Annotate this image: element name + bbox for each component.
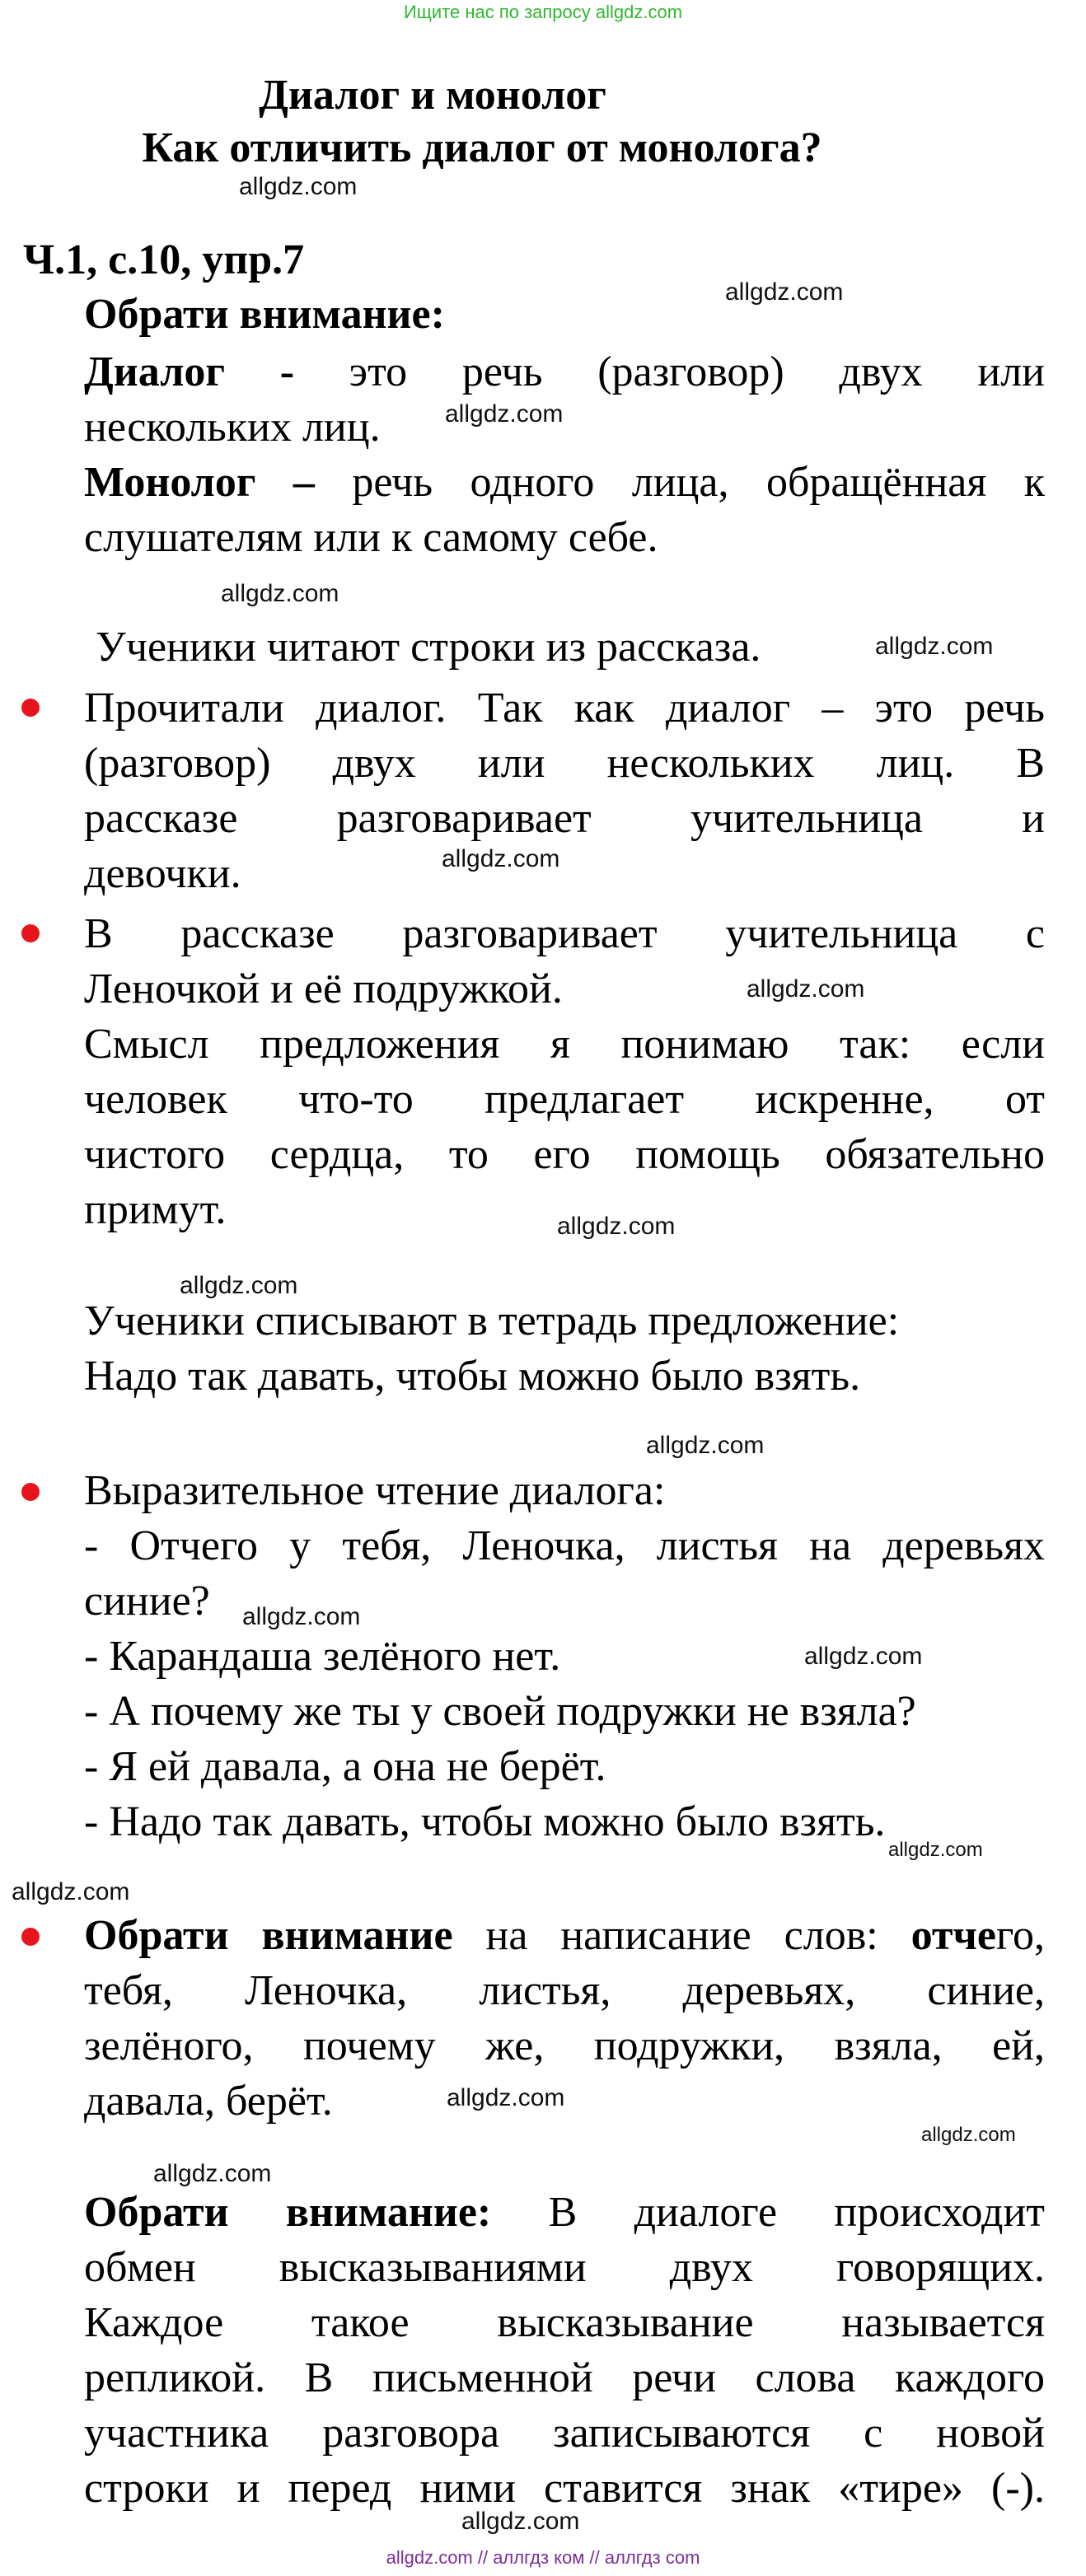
attention2-line: строки и перед ними ставится знак «тире» (-). <box>84 2465 1045 2512</box>
watermark: allgdz.com <box>875 633 994 660</box>
bullet-icon <box>21 924 40 942</box>
bullet3-line: - Карандаша зелёного нет. <box>84 1633 561 1680</box>
dialog-term: Диалог - <box>84 348 295 395</box>
monolog-term: Монолог – <box>84 459 315 506</box>
bullet2-line: Смысл предложения я понимаю так: если <box>84 1021 1045 1068</box>
bullet2-line: В рассказе разговаривает учительница с <box>84 910 1045 957</box>
bullet-icon <box>21 1928 40 1946</box>
watermark: allgdz.com <box>447 2084 565 2111</box>
attention2-line: репликой. В письменной речи слова каждого <box>84 2354 1045 2401</box>
word-part: го, <box>995 1912 1045 1959</box>
students-copy-line: Ученики списывают в тетрадь предложение: <box>84 1297 900 1344</box>
attention2-text: В диалоге происходит <box>491 2189 1045 2236</box>
page-title: Диалог и монолог <box>259 72 606 119</box>
watermark: allgdz.com <box>921 2124 1016 2146</box>
dialog-definition-line1 <box>84 344 1045 400</box>
monolog-definition-line1 <box>84 455 1045 510</box>
attention2-line1 <box>84 2185 1045 2240</box>
bullet1-line: девочки. <box>84 850 241 897</box>
watermark: allgdz.com <box>725 278 844 306</box>
bullet3-line: - Отчего у тебя, Леночка, листья на деревьях <box>84 1522 1045 1569</box>
attention-label: Обрати внимание: <box>84 2189 492 2236</box>
watermark: allgdz.com <box>461 2508 580 2535</box>
watermark: allgdz.com <box>804 1643 923 1670</box>
attention2-line: Каждое такое высказывание называется <box>84 2299 1045 2346</box>
monolog-definition-text: речь одного лица, обращённая к <box>314 459 1046 506</box>
watermark: allgdz.com <box>153 2160 272 2187</box>
watermark: allgdz.com <box>242 1603 361 1630</box>
attention-heading <box>84 287 445 342</box>
bullet2-line: чистого сердца, то его помощь обязательно <box>84 1131 1045 1178</box>
bullet3-line: синие? <box>84 1578 210 1625</box>
bullet-icon <box>21 699 40 717</box>
watermark: allgdz.com <box>180 1272 298 1299</box>
watermark: allgdz.com <box>888 1839 983 1861</box>
dialog-definition-text: это речь (разговор) двух или <box>294 348 1045 395</box>
bullet1-line: Прочитали диалог. Так как диалог – это речь <box>84 685 1045 732</box>
students-copy-line: Надо так давать, чтобы можно было взять. <box>84 1353 861 1400</box>
watermark: allgdz.com <box>221 580 339 607</box>
students-read-line: Ученики читают строки из рассказа. <box>96 624 761 671</box>
bullet3-line: - Надо так давать, чтобы можно было взять. <box>84 1798 886 1845</box>
bullet-icon <box>21 1483 40 1501</box>
bottom-links-note[interactable]: allgdz.com // аллгдз ком // аллгдз com <box>386 2547 700 2568</box>
bullet2-line: Леночкой и её подружкой. <box>84 965 563 1012</box>
dialog-definition-line2: нескольких лиц. <box>84 404 381 451</box>
bullet1-line: рассказе разговаривает учительница и <box>84 795 1045 842</box>
bullet1-line: (разговор) двух или нескольких лиц. В <box>84 740 1045 787</box>
watermark: allgdz.com <box>646 1432 765 1459</box>
watermark: allgdz.com <box>12 1878 130 1905</box>
monolog-definition-line2: слушателям или к самому себе. <box>84 514 658 561</box>
attention2-line: обмен высказываниями двух говорящих. <box>84 2244 1045 2291</box>
watermark: allgdz.com <box>239 173 358 200</box>
watermark: allgdz.com <box>445 400 564 428</box>
attention-label: Обрати внимание: <box>84 291 445 338</box>
bullet2-line: примут. <box>84 1186 227 1233</box>
bullet3-line: Выразительное чтение диалога: <box>84 1467 666 1514</box>
bullet2-line: человек что-то предлагает искренне, от <box>84 1076 1045 1123</box>
bullet4-line2: тебя, Леночка, листья, деревьях, синие, <box>84 1967 1045 2014</box>
page-subtitle: Как отличить диалог от монолога? <box>142 124 822 171</box>
bullet4-line3: зелёного, почему же, подружки, взяла, ей, <box>84 2022 1045 2069</box>
word-part: е <box>976 1912 996 1959</box>
bullet3-line: - Я ей давала, а она не берёт. <box>84 1743 606 1790</box>
bullet4-line4: давала, берёт. <box>84 2078 333 2125</box>
attention-label: Обрати внимание <box>84 1912 453 1959</box>
watermark: allgdz.com <box>442 845 560 872</box>
bullet4-line1 <box>84 1908 1045 1963</box>
word-part: отч <box>910 1912 977 1959</box>
exercise-reference: Ч.1, с.10, упр.7 <box>23 236 305 283</box>
top-search-note[interactable]: Ищите нас по запросу allgdz.com <box>403 2 683 22</box>
watermark: allgdz.com <box>747 975 865 1003</box>
bullet4-text: на написание слов: <box>452 1912 911 1959</box>
bullet3-line: - А почему же ты у своей подружки не взяла? <box>84 1688 916 1735</box>
attention2-line: участника разговора записываются с новой <box>84 2410 1045 2457</box>
watermark: allgdz.com <box>557 1213 676 1240</box>
